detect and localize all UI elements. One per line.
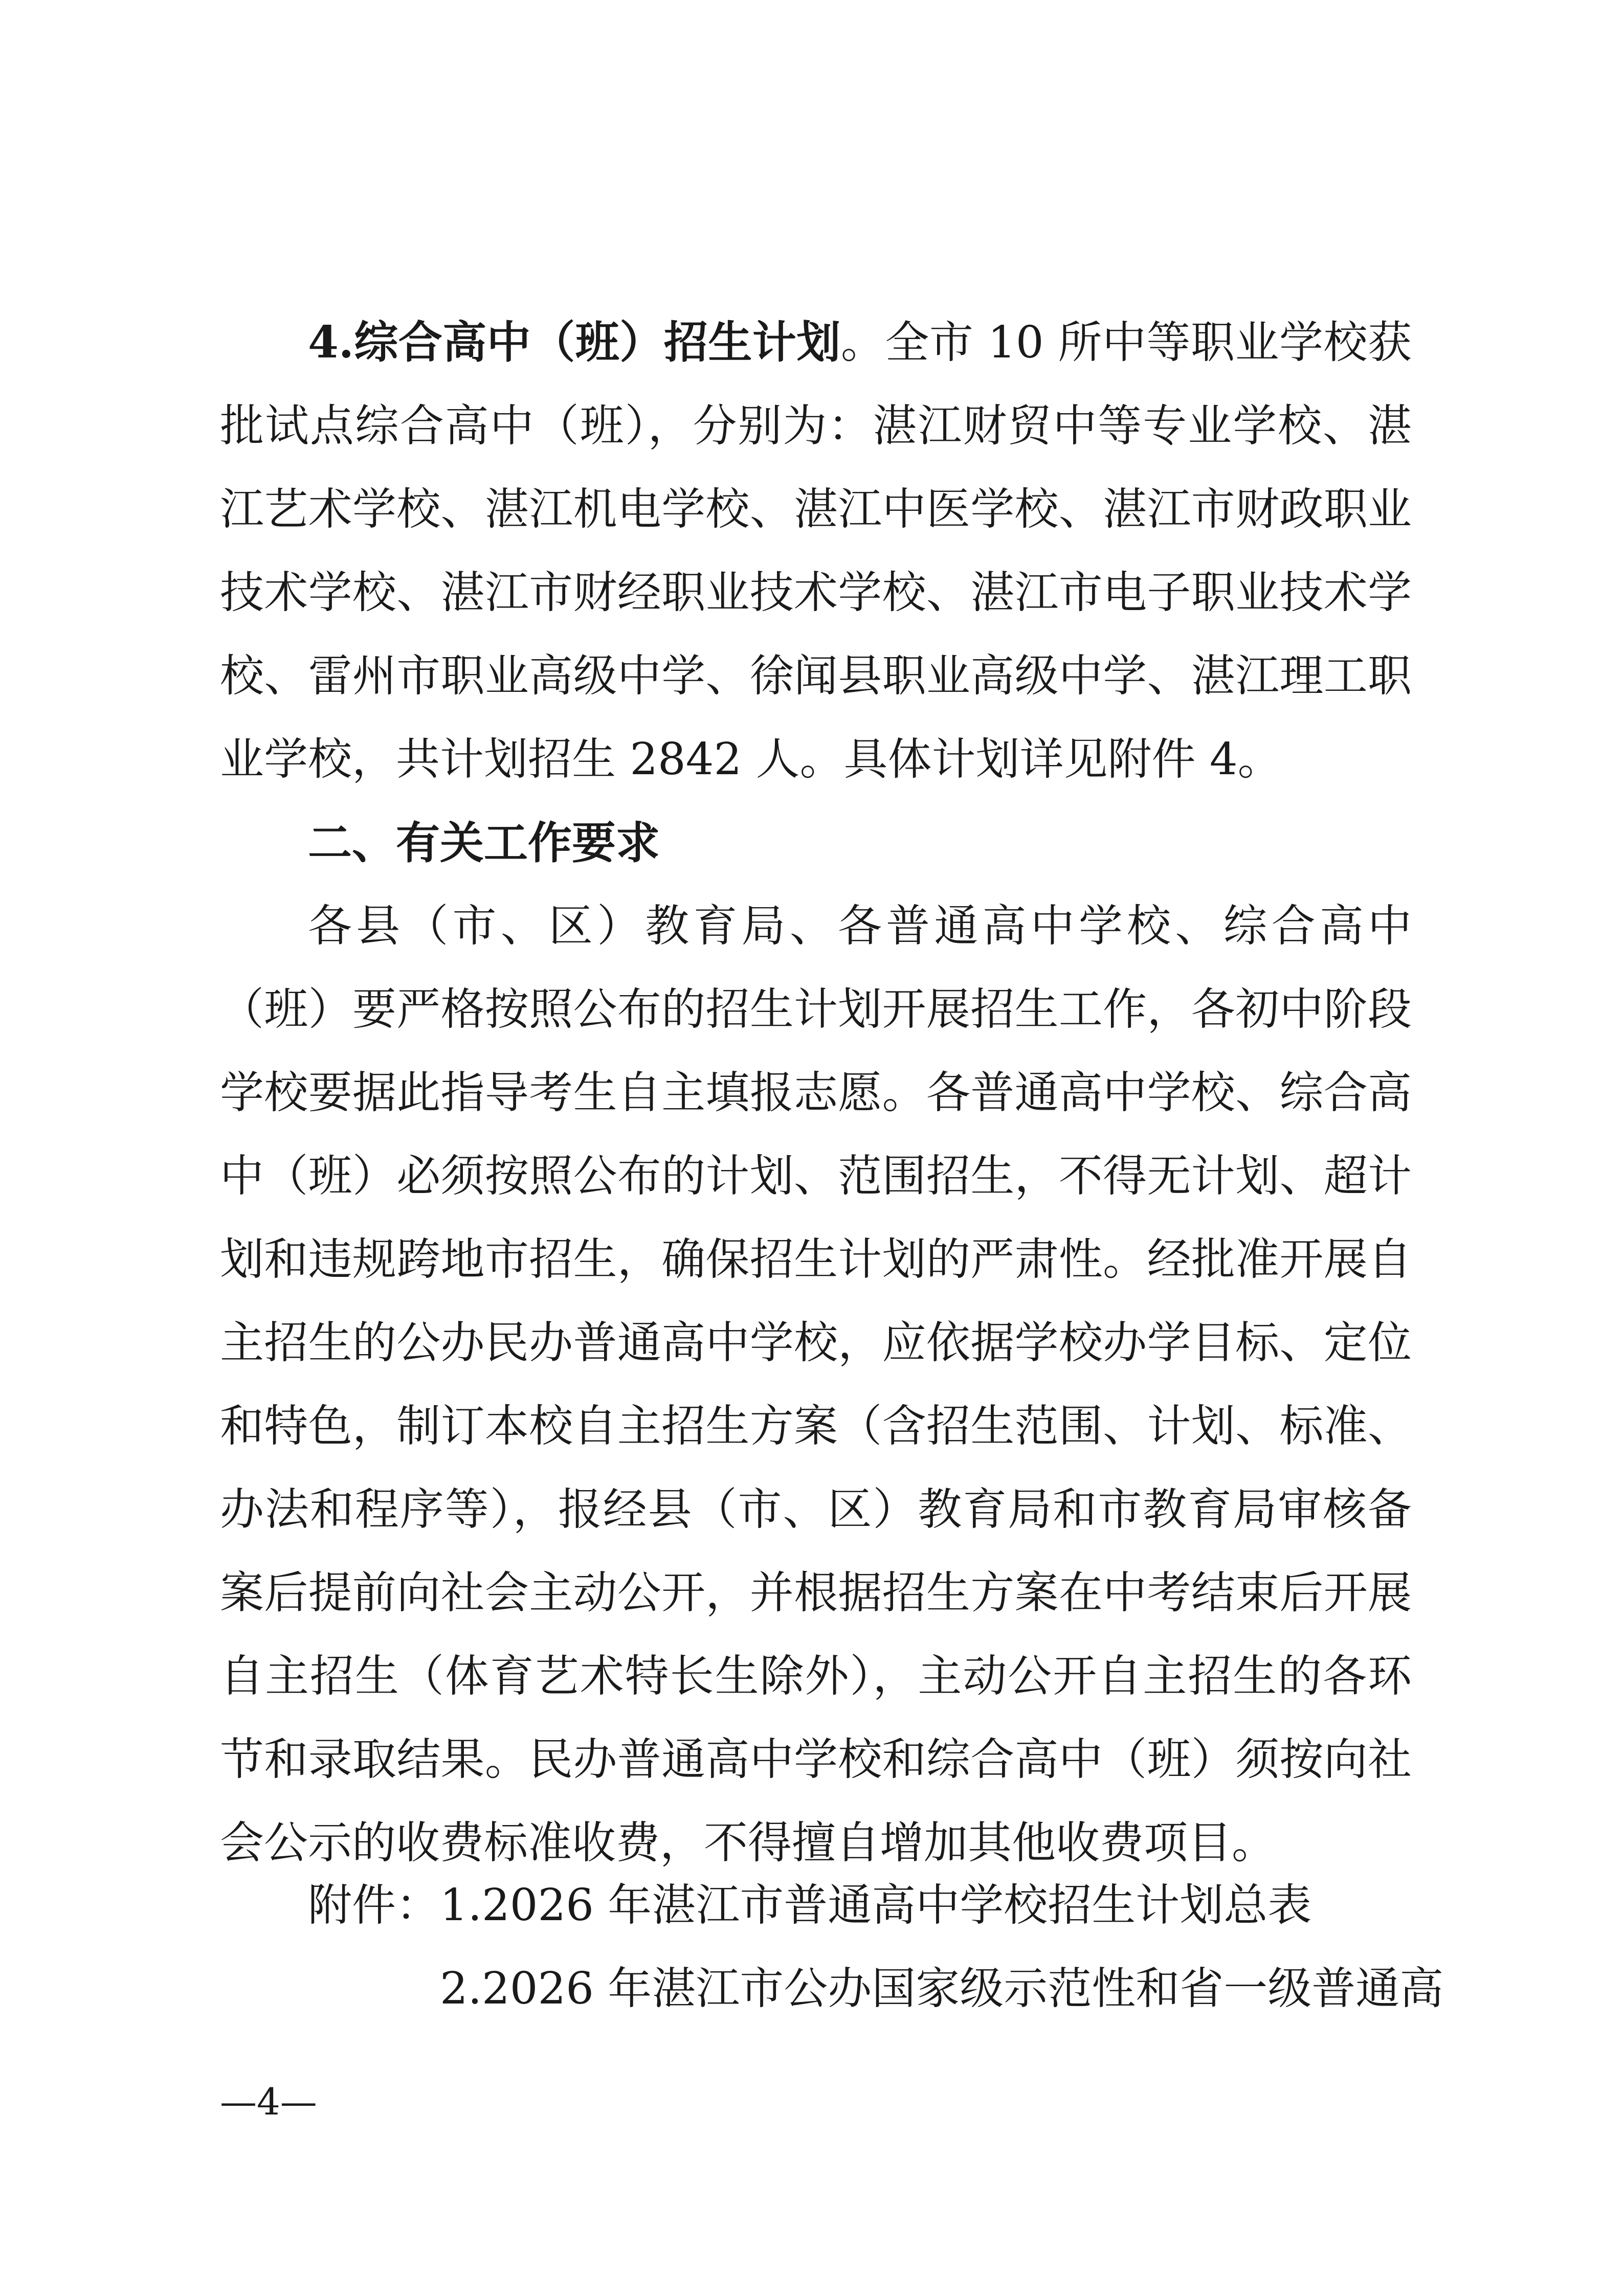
attachment-item-1-text: 1.2026 年湛江市普通高中学校招生计划总表 (440, 1880, 1312, 1931)
attachments-label: 附件： (308, 1880, 440, 1931)
attachments-list (220, 1864, 1444, 2031)
section-4-body: 。全市 10 所中等职业学校获批试点综合高中（班），分别为：湛江财贸中等专业学校、湛江艺术学校、湛江机电学校、湛江中医学校、湛江市财政职业技术学校、湛江市财经职业技术学校、湛江市电子职业技术学校、雷州市职业高级中学、徐闻县职业高级中学、湛江理工职业学校，共计划招生 2842 人。具体计划详见附件 4。 (220, 317, 1412, 785)
attachment-item-1 (220, 1864, 1412, 1947)
section-4-heading: 4.综合高中（班）招生计划 (308, 317, 841, 368)
section-2-heading: 二、有关工作要求 (308, 817, 660, 869)
page-number: —4— (220, 2080, 317, 2123)
section-2-body: 各县（市、区）教育局、各普通高中学校、综合高中（班）要严格按照公布的招生计划开展招生工作，各初中阶段学校要据此指导考生自主填报志愿。各普通高中学校、综合高中（班）必须按照公布的计划、范围招生，不得无计划、超计划和违规跨地市招生，确保招生计划的严肃性。经批准开展自主招生的公办民办普通高中学校，应依据学校办学目标、定位和特色，制订本校自主招生方案（含招生范围、计划、标准、办法和程序等），报经县（市、区）教育局和市教育局审核备案后提前向社会主动公开，并根据招生方案在中考结束后开展自主招生（体育艺术特长生除外），主动公开自主招生的各环节和录取结果。民办普通高中学校和综合高中（班）须按向社会公示的收费标准收费，不得擅自增加其他收费项目。 (220, 901, 1412, 1869)
body-text (220, 301, 1412, 1885)
attachment-item-2-text: 2.2026 年湛江市公办国家级示范性和省一级普通高 (440, 1963, 1444, 2014)
attachment-item-2 (220, 1947, 1444, 2031)
paragraph-section-4 (220, 301, 1412, 801)
